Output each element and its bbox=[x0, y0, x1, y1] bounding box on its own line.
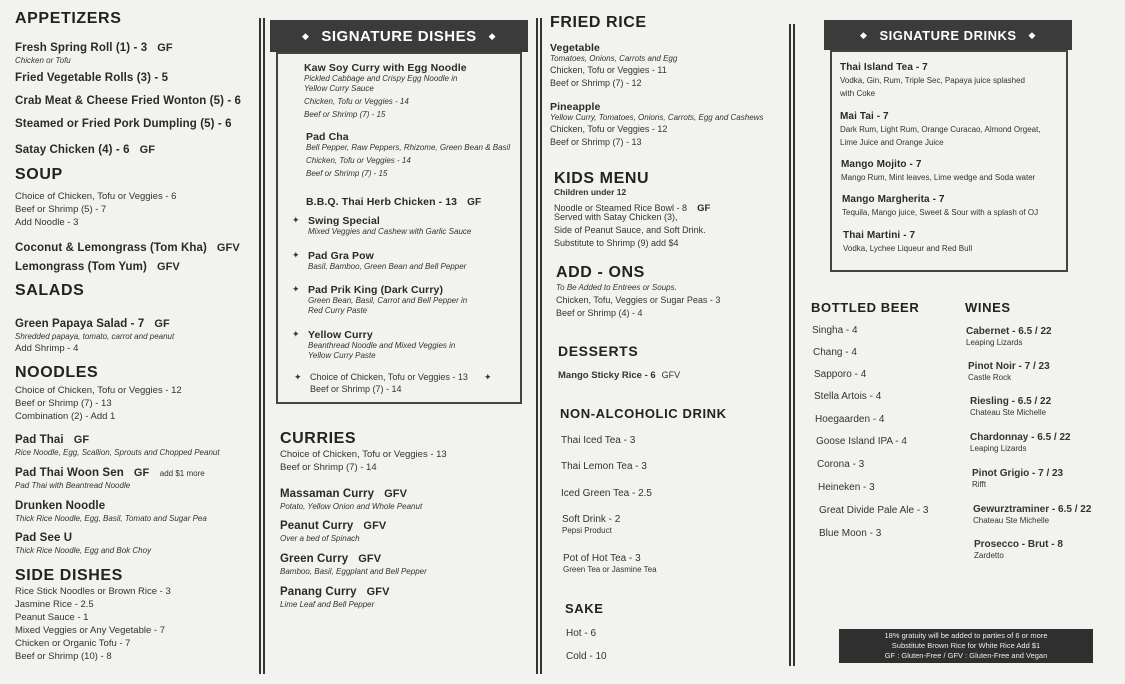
soup-item: Coconut & Lemongrass (Tom Kha) GFV bbox=[15, 242, 240, 254]
beer-item: Chang - 4 bbox=[813, 347, 857, 358]
soup-price-line: Beef or Shrimp (5) - 7 bbox=[15, 204, 107, 215]
signature-price-line: Choice of Chicken, Tofu or Veggies - 13 bbox=[310, 372, 468, 382]
kids-menu-sub: Children under 12 bbox=[554, 187, 627, 197]
salads-heading: SALADS bbox=[15, 282, 85, 299]
beer-item: Sapporo - 4 bbox=[814, 369, 867, 380]
signature-item: Swing Special Mixed Veggies and Cashew with Garlic Sauce bbox=[308, 215, 472, 236]
noodles-heading: NOODLES bbox=[15, 364, 99, 381]
appetizer-item: Crab Meat & Cheese Fried Wonton (5) - 6 bbox=[15, 95, 242, 107]
kids-menu-line: Side of Peanut Sauce, and Soft Drink. bbox=[554, 225, 706, 235]
wine-item: Cabernet - 6.5 / 22 Leaping Lizards bbox=[966, 326, 1052, 347]
wine-item: Pinot Grigio - 7 / 23 Rifft bbox=[972, 468, 1064, 489]
side-dish-line: Rice Stick Noodles or Brown Rice - 3 bbox=[15, 586, 171, 597]
add-ons-heading: ADD - ONS bbox=[556, 264, 645, 281]
signature-drinks-header bbox=[824, 20, 1072, 50]
signature-item: Kaw Soy Curry with Egg Noodle Pickled Cabbage and Crispy Egg Noodle in Yellow Curry Sauce Chicken, Tofu or Veggies - 14 Beef or Shrimp (7) - 15 bbox=[304, 62, 467, 119]
appetizer-item: Satay Chicken (4) - 6 GF bbox=[15, 144, 156, 156]
wines-heading: WINES bbox=[965, 300, 1011, 315]
footnote-line: GF : Gluten-Free / GFV : Gluten-Free and Vegan bbox=[884, 651, 1048, 660]
signature-drink-item: Mango Mojito - 7 Mango Rum, Mint leaves, Lime wedge and Soda water bbox=[841, 159, 1036, 182]
footnote-line: Substitute Brown Rice for White Rice Add $1 bbox=[891, 641, 1041, 650]
wine-item: Riesling - 6.5 / 22 Chateau Ste Michelle bbox=[970, 396, 1052, 417]
star-icon: ✦ bbox=[292, 284, 300, 294]
star-icon: ✦ bbox=[292, 329, 300, 339]
side-dish-line: Jasmine Rice - 2.5 bbox=[15, 599, 94, 610]
kids-menu-heading: KIDS MENU bbox=[554, 170, 650, 187]
noodles-price-line: Combination (2) - Add 1 bbox=[15, 411, 116, 422]
beer-item: Singha - 4 bbox=[812, 325, 858, 336]
beer-item: Blue Moon - 3 bbox=[819, 528, 882, 539]
non-alcoholic-heading: NON-ALCOHOLIC DRINK bbox=[560, 406, 727, 421]
wine-item: Pinot Noir - 7 / 23 Castle Rock bbox=[968, 361, 1050, 382]
add-ons-line: Beef or Shrimp (4) - 4 bbox=[556, 308, 643, 318]
signature-item: Yellow Curry Beanthread Noodle and Mixed Veggies in Yellow Curry Paste bbox=[308, 329, 456, 360]
kids-menu-line: Noodle or Steamed Rice Bowl - 8 GF bbox=[554, 203, 711, 214]
diamond-icon: ◆ bbox=[1028, 29, 1036, 40]
star-icon: ✦ bbox=[294, 372, 302, 382]
column-divider bbox=[536, 18, 542, 674]
side-dish-line: Chicken or Organic Tofu - 7 bbox=[15, 638, 131, 649]
wine-item: Chardonnay - 6.5 / 22 Leaping Lizards bbox=[970, 432, 1071, 453]
diamond-icon: ◆ bbox=[488, 30, 497, 41]
drink-item: Soft Drink - 2 Pepsi Product bbox=[562, 514, 621, 535]
signature-price-line: Beef or Shrimp (7) - 14 bbox=[310, 384, 402, 394]
side-dish-line: Mixed Veggies or Any Vegetable - 7 bbox=[15, 625, 165, 636]
curries-heading: CURRIES bbox=[280, 430, 357, 447]
soup-price-line: Choice of Chicken, Tofu or Veggies - 6 bbox=[15, 191, 177, 202]
sake-heading: SAKE bbox=[565, 601, 604, 616]
beer-item: Corona - 3 bbox=[817, 459, 865, 470]
drink-item: Thai Lemon Tea - 3 bbox=[561, 461, 647, 472]
soup-item: Lemongrass (Tom Yum) GFV bbox=[15, 261, 180, 273]
beer-item: Stella Artois - 4 bbox=[814, 391, 882, 402]
fried-rice-item: Pineapple Yellow Curry, Tomatoes, Onions, Carrots, Egg and Cashews Chicken, Tofu or Veggies - 12 Beef or Shrimp (7) - 13 bbox=[550, 101, 764, 147]
dessert-item: Mango Sticky Rice - 6 GFV bbox=[558, 370, 681, 381]
curry-item: Green Curry GFV Bamboo, Basil, Eggplant and Bell Pepper bbox=[280, 553, 427, 576]
drink-item: Thai Iced Tea - 3 bbox=[561, 435, 636, 446]
soup-price-line: Add Noodle - 3 bbox=[15, 217, 79, 228]
column-divider bbox=[259, 18, 265, 674]
diamond-icon: ◆ bbox=[860, 29, 868, 40]
star-icon: ✦ bbox=[292, 250, 300, 260]
soup-heading: SOUP bbox=[15, 166, 63, 183]
signature-dishes-header bbox=[270, 20, 528, 52]
salad-item: Green Papaya Salad - 7 GF Shredded papaya, tomato, carrot and peanut Add Shrimp - 4 bbox=[15, 318, 175, 354]
noodle-item: Pad Thai GF Rice Noodle, Egg, Scallion, Sprouts and Chopped Peanut bbox=[15, 434, 220, 457]
appetizer-item: Steamed or Fried Pork Dumpling (5) - 6 bbox=[15, 118, 232, 130]
signature-item: B.B.Q. Thai Herb Chicken - 13 GF bbox=[306, 196, 482, 208]
beer-item: Heineken - 3 bbox=[818, 482, 875, 493]
curries-price-line: Choice of Chicken, Tofu or Veggies - 13 bbox=[280, 449, 447, 460]
add-ons-sub: To Be Added to Entrees or Soups. bbox=[556, 283, 677, 292]
noodles-price-line: Beef or Shrimp (7) - 13 bbox=[15, 398, 112, 409]
wine-item: Gewurztraminer - 6.5 / 22 Chateau Ste Michelle bbox=[973, 504, 1092, 525]
column-divider bbox=[789, 24, 795, 666]
footnote-line: 18% gratuity will be added to parties of 6 or more bbox=[884, 631, 1048, 640]
curry-item: Peanut Curry GFV Over a bed of Spinach bbox=[280, 520, 387, 543]
side-dishes-heading: SIDE DISHES bbox=[15, 567, 123, 584]
side-dish-line: Beef or Shrimp (10) - 8 bbox=[15, 651, 112, 662]
appetizer-item: Fried Vegetable Rolls (3) - 5 bbox=[15, 72, 169, 84]
signature-item: Pad Prik King (Dark Curry) Green Bean, Basil, Carrot and Bell Pepper in Red Curry Paste bbox=[308, 284, 468, 315]
signature-drinks-heading: SIGNATURE DRINKS bbox=[879, 27, 1017, 43]
signature-drink-item: Thai Island Tea - 7 Vodka, Gin, Rum, Triple Sec, Papaya juice splashed with Coke bbox=[840, 62, 1025, 98]
sake-item: Hot - 6 bbox=[566, 628, 597, 639]
side-dish-line: Peanut Sauce - 1 bbox=[15, 612, 89, 623]
drink-item: Pot of Hot Tea - 3 Green Tea or Jasmine Tea bbox=[563, 553, 657, 574]
kids-menu-line: Served with Satay Chicken (3), bbox=[554, 212, 678, 222]
noodle-item: Pad Thai Woon Sen GF add $1 more Pad Thai with Beantread Noodle bbox=[15, 467, 205, 490]
noodle-item: Pad See U Thick Rice Noodle, Egg and Bok Choy bbox=[15, 532, 152, 555]
bottled-beer-heading: BOTTLED BEER bbox=[811, 300, 920, 315]
signature-dishes-heading: SIGNATURE DISHES bbox=[321, 27, 477, 45]
noodle-item: Drunken Noodle Thick Rice Noodle, Egg, Basil, Tomato and Sugar Pea bbox=[15, 500, 207, 523]
signature-drink-item: Thai Martini - 7 Vodka, Lychee Liqueur and Red Bull bbox=[843, 230, 973, 253]
kids-menu-line: Substitute to Shrimp (9) add $4 bbox=[554, 238, 679, 248]
fried-rice-item: Vegetable Tomatoes, Onions, Carrots and Egg Chicken, Tofu or Veggies - 11 Beef or Shrimp (7) - 12 bbox=[550, 42, 678, 88]
noodles-price-line: Choice of Chicken, Tofu or Veggies - 12 bbox=[15, 385, 182, 396]
beer-item: Hoegaarden - 4 bbox=[815, 414, 885, 425]
desserts-heading: DESSERTS bbox=[558, 343, 639, 359]
sake-item: Cold - 10 bbox=[566, 651, 607, 662]
appetizers-heading: APPETIZERS bbox=[15, 10, 122, 27]
add-ons-line: Chicken, Tofu, Veggies or Sugar Peas - 3 bbox=[556, 295, 721, 305]
wine-item: Prosecco - Brut - 8 Zardetto bbox=[974, 539, 1063, 560]
star-icon: ✦ bbox=[484, 372, 492, 382]
beer-item: Goose Island IPA - 4 bbox=[816, 436, 907, 447]
signature-drink-item: Mai Tai - 7 Dark Rum, Light Rum, Orange Curacao, Almond Orgeat, Lime Juice and Orange Juice bbox=[840, 111, 1041, 147]
beer-item: Great Divide Pale Ale - 3 bbox=[819, 505, 929, 516]
curries-price-line: Beef or Shrimp (7) - 14 bbox=[280, 462, 377, 473]
drink-item: Iced Green Tea - 2.5 bbox=[561, 488, 652, 499]
curry-item: Massaman Curry GFV Potato, Yellow Onion and Whole Peanut bbox=[280, 488, 423, 511]
signature-drink-item: Mango Margherita - 7 Tequila, Mango juice, Sweet & Sour with a splash of OJ bbox=[842, 194, 1039, 217]
footnote-box bbox=[839, 629, 1093, 663]
curry-item: Panang Curry GFV Lime Leaf and Bell Pepper bbox=[280, 586, 390, 609]
star-icon: ✦ bbox=[292, 215, 300, 225]
signature-item: Pad Gra Pow Basil, Bamboo, Green Bean and Bell Pepper bbox=[308, 250, 467, 271]
fried-rice-heading: FRIED RICE bbox=[550, 14, 647, 31]
appetizer-item: Fresh Spring Roll (1) - 3 GF Chicken or Tofu bbox=[15, 42, 173, 65]
signature-item: Pad Cha Bell Pepper, Raw Peppers, Rhizome, Green Bean & Basil Chicken, Tofu or Veggies - 14 Beef or Shrimp (7) - 15 bbox=[306, 131, 511, 178]
diamond-icon: ◆ bbox=[301, 30, 310, 41]
